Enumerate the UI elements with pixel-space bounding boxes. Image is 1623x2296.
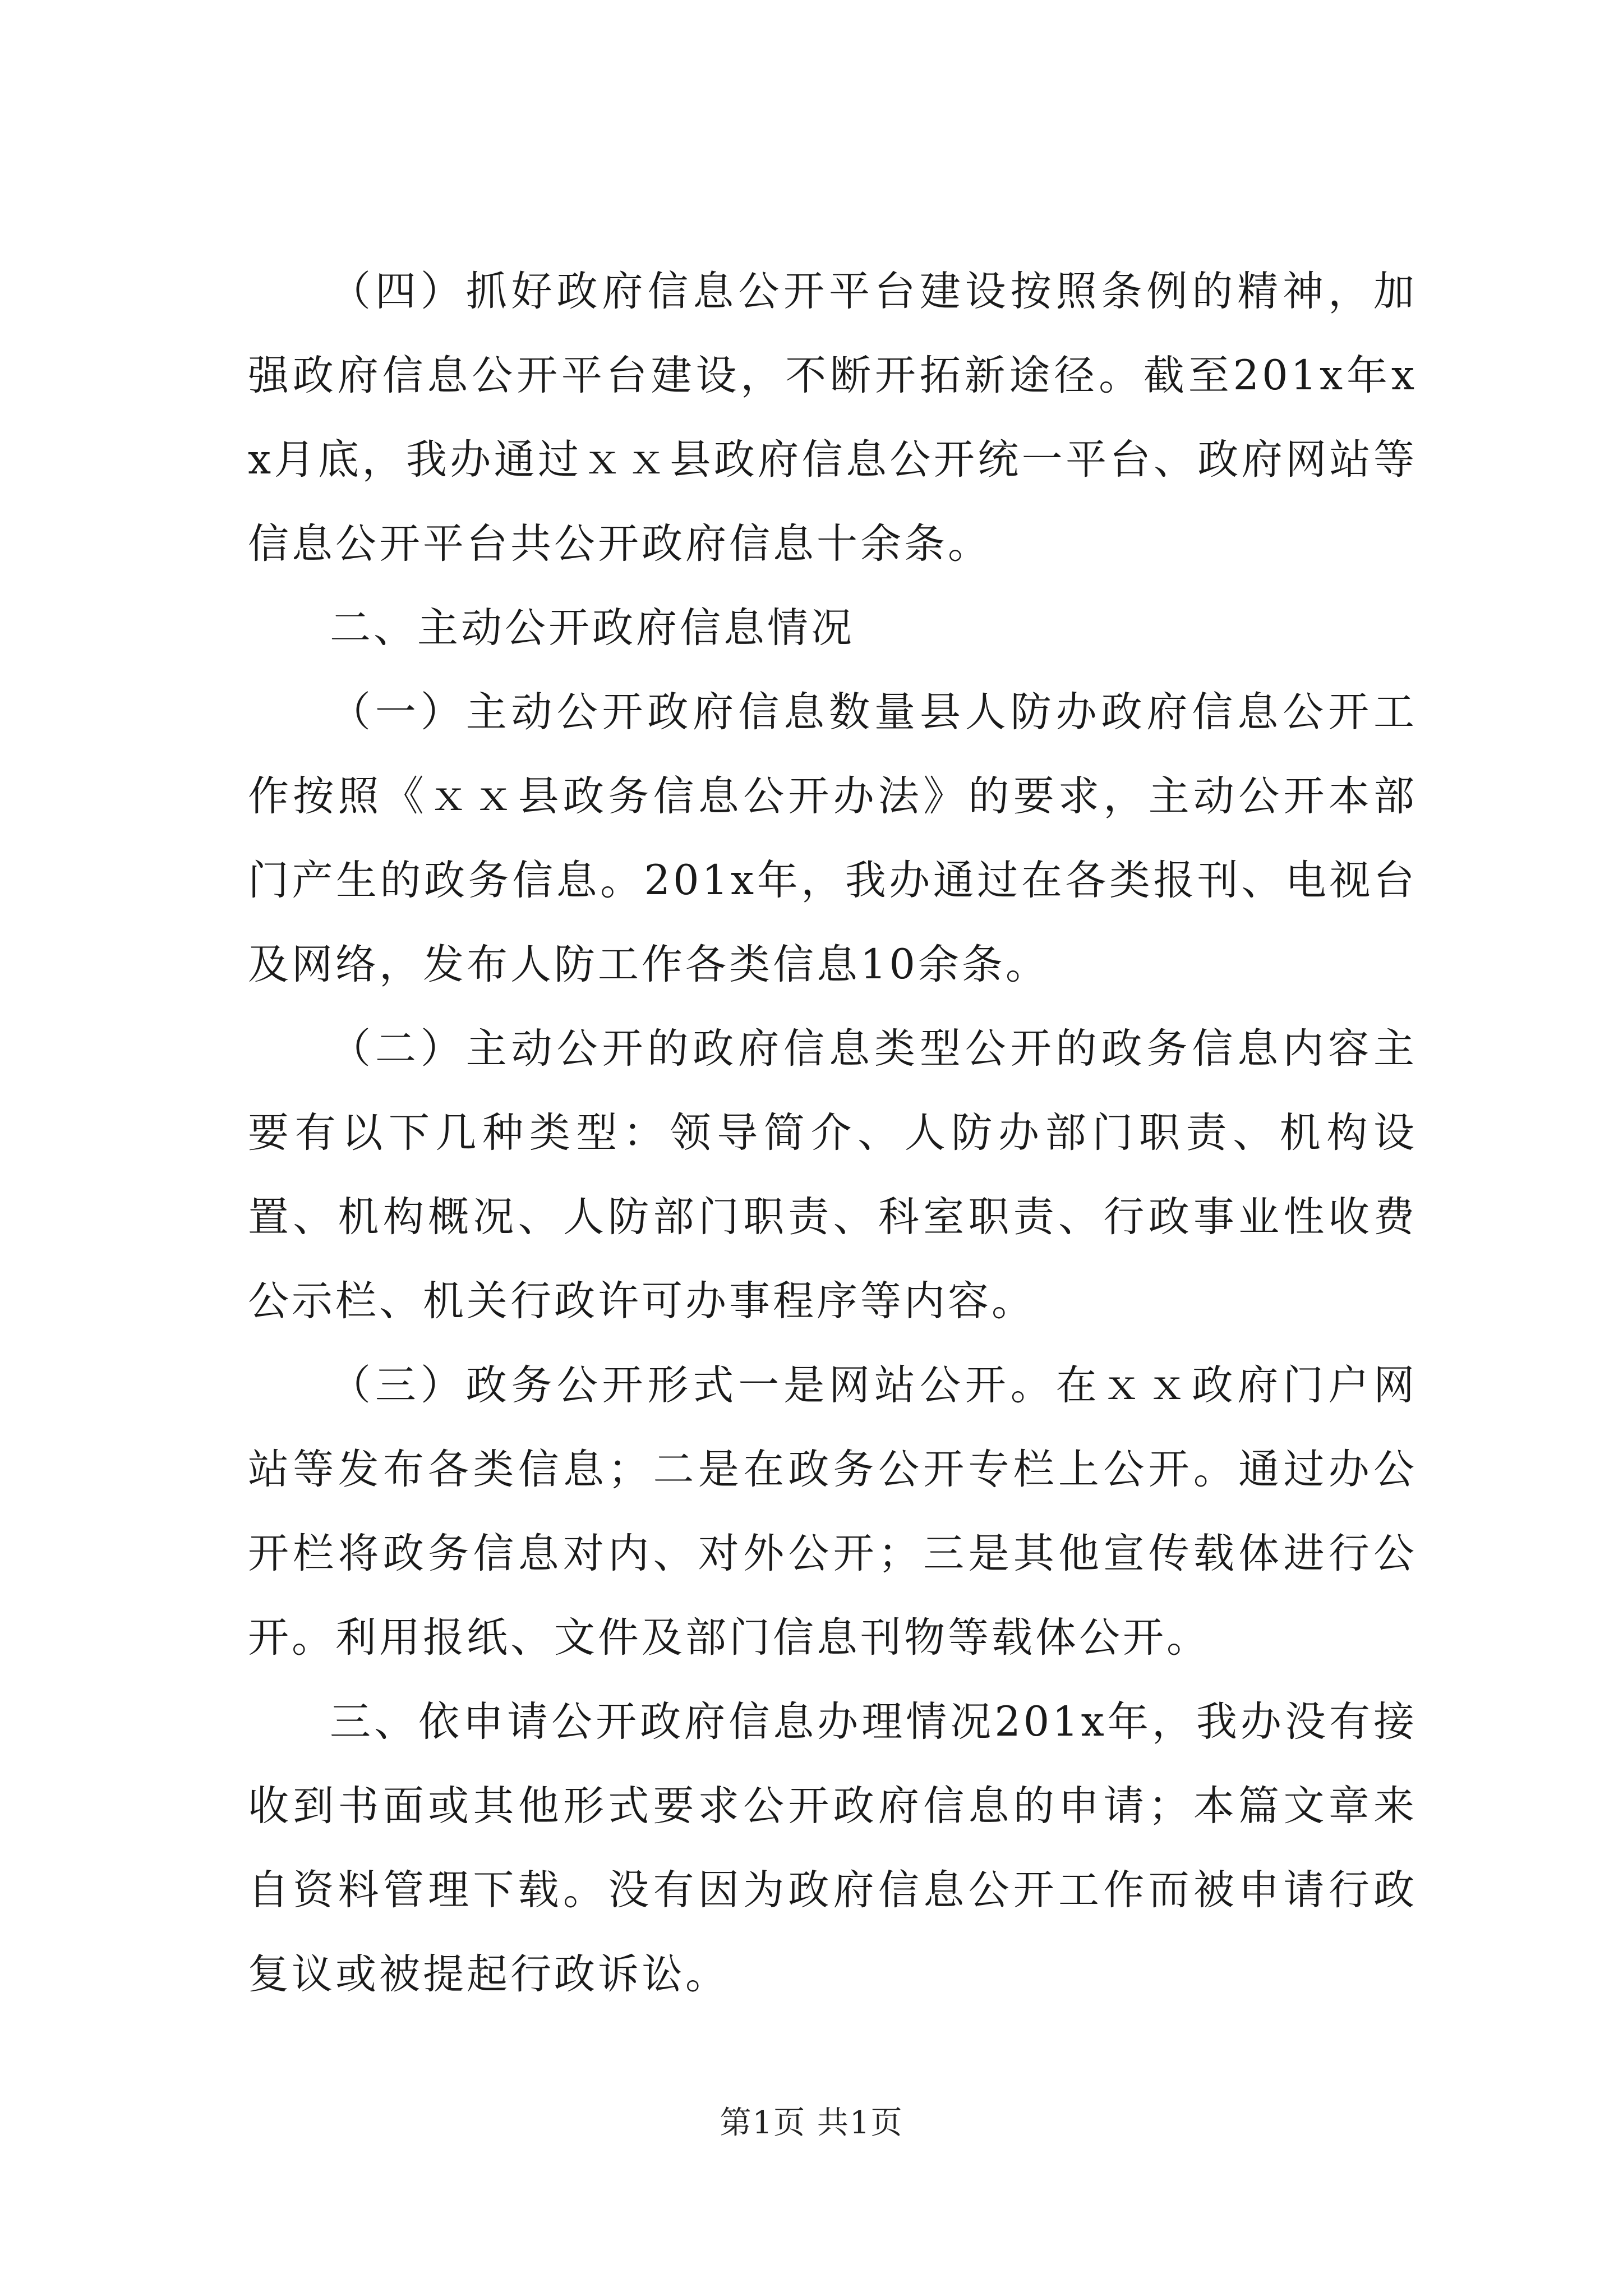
paragraph-platform-construction: （四）抓好政府信息公开平台建设按照条例的精神，加强政府信息公开平台建设，不断开拓新途径。截至201x年xx月底，我办通过ｘｘ县政府信息公开统一平台、政府网站等信息公开平台共公开政府信息十余条。	[248, 268, 1417, 568]
paragraph-application-disclosure: 三、依申请公开政府信息办理情况201x年，我办没有接收到书面或其他形式要求公开政府信息的申请；本篇文章来自资料管理下载。没有因为政府信息公开工作而被申请行政复议或被提起行政诉讼。	[248, 1698, 1417, 1998]
paragraph-disclosure-quantity: （一）主动公开政府信息数量县人防办政府信息公开工作按照《ｘｘ县政务信息公开办法》的要求，主动公开本部门产生的政务信息。201x年，我办通过在各类报刊、电视台及网络，发布人防工作各类信息10余条。	[248, 688, 1417, 988]
page-number-footer: 第1页 共1页	[720, 2105, 903, 2141]
heading-proactive-disclosure: 二、主动公开政府信息情况	[330, 604, 855, 652]
paragraph-disclosure-forms: （三）政务公开形式一是网站公开。在ｘｘ政府门户网站等发布各类信息；二是在政务公开专栏上公开。通过办公开栏将政务信息对内、对外公开；三是其他宣传载体进行公开。利用报纸、文件及部门信息刊物等载体公开。	[248, 1361, 1417, 1662]
document-body	[248, 250, 1417, 2017]
paragraph-disclosure-types: （二）主动公开的政府信息类型公开的政务信息内容主要有以下几种类型：领导简介、人防办部门职责、机构设置、机构概况、人防部门职责、科室职责、行政事业性收费公示栏、机关行政许可办事程序等内容。	[248, 1025, 1417, 1325]
